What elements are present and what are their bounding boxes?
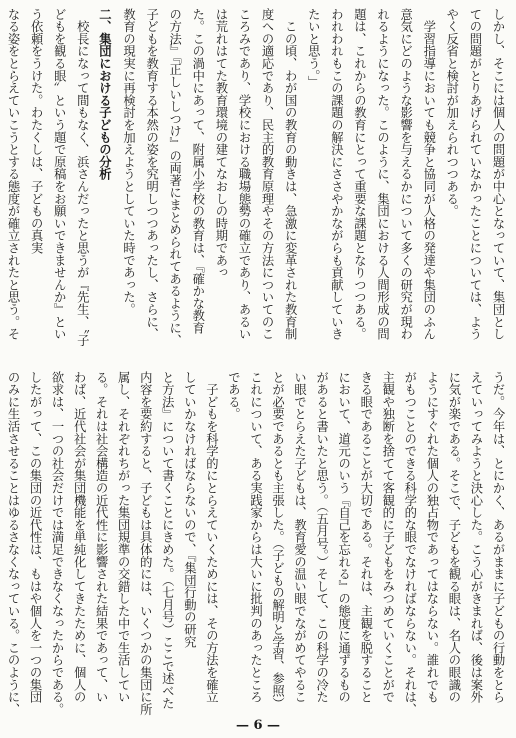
text-column: 意気にどのような影響を与えるかについて多くの研究が現わ	[398, 8, 413, 341]
text-column: れるようになった。このように、集団における人間形成の問	[375, 8, 390, 341]
text-column: う依頼をうけた。わたくしは、子どもの真実	[29, 8, 44, 254]
text-column: があると書いたと思う。（五月号。）そして、この科学の冷た	[314, 371, 329, 704]
text-column: うだ。今年は、とにかく、あるがままに子どもの行動をとら	[491, 371, 505, 704]
text-column: 属し、それぞれちがった集団規準の交錯した中で生活してい	[116, 371, 131, 704]
text-column: 欲求は、一つの社会だけでは満足できなくなったからである。	[50, 371, 65, 716]
text-column: た。この渦中にあって、附属小学校の教育は、『確かな教育	[190, 8, 205, 334]
text-column: きる眼であることが大切である。それは、主観を脱すること	[358, 371, 373, 704]
text-column: えていってみようと決心した。こう心がきまれば、後は案外	[468, 371, 483, 704]
text-column: わば、近代社会が集団機能を単純化してきたために、個人の	[72, 371, 87, 704]
text-column: しかし、そこには個人の問題が中心となっていて、集団とし	[491, 8, 505, 341]
text-column: ころみであり、学校における職場態勢の確立であり、あるい	[236, 8, 251, 341]
text-column: において、道元のいう『自己を忘れる』の態度に通ずるもの	[336, 371, 351, 704]
text-column: 度への適応であり、民主的教育原理やその方法についてのこ	[260, 8, 275, 341]
text-column: どもを観る眼〟という題で原稿をお願いできませんか』とい	[52, 8, 67, 341]
text-column: したがって、この集団の近代性は、もはや個人を一つの集団	[28, 371, 43, 704]
text-column: 学習指導においても競争と協同が人格の発達や集団のふん	[421, 8, 436, 341]
text-column: 子どもを教育する本然の姿を究明しつつあったし、さらに、	[144, 8, 159, 341]
page-number: — 6 —	[235, 718, 281, 733]
upper-text-block	[1, 8, 509, 358]
text-column: なる姿をとらえていこうとする態度が確立されたと思う。そ	[6, 8, 21, 341]
text-column: この頃、わが国の教育の動きは、急激に変革された教育制	[283, 8, 298, 341]
text-column: 主観や独断を捨てて客観的に子どもをみつめていくことがで	[380, 371, 395, 704]
text-column: の方法』『正しいしつけ』の両著にまとめられてあるように、	[167, 8, 182, 347]
text-column: これについて、ある実践家からは大いに批判のあったところ	[248, 371, 263, 704]
text-column: 内容を要約すると、子どもは具体的には、いくつかの集団に所	[138, 371, 153, 716]
text-column: 題は、これからの教育にとって重要な課題となりつつある。	[352, 8, 367, 341]
text-column: と方法』について書くことにきめた。（七月号）ここで述べた	[160, 371, 175, 710]
text-column: ようにすぐれた個人の独占物であってはならない。誰れでも	[424, 371, 439, 704]
text-column: 校長になって間もなく、浜さんだったと思うが『先生、〝子	[75, 8, 90, 347]
lower-text-block	[2, 371, 509, 718]
text-column: である。	[226, 371, 241, 421]
text-column: やく反省と検討が加えられつつある。	[444, 8, 459, 218]
text-column: る。それは社会構造の近代性に影響された結果であって、い	[94, 371, 109, 704]
section-heading: 二、集団における子どもの分析	[97, 8, 113, 181]
text-column: ての問題がとりあげられていなかったことについては、よう	[467, 8, 482, 341]
text-column: われわれもこの課題の解決にささやかながらも貢献していき	[329, 8, 344, 341]
text-column: のみに生活させることはゆるさなくなっている。このように、	[5, 371, 20, 716]
text-column: は荒れはてた教育環境の建てなおしの時期であっ	[213, 8, 228, 279]
text-column: い眼でとらえた子どもは、教育愛の温い眼でながめてやるこ	[292, 371, 307, 704]
text-column: 子どもを科学的にとらえていくためには、その方法を確立	[204, 371, 219, 704]
text-column: がもつことのできる科学的な眼でなければならない。それは、	[402, 371, 417, 716]
text-column: に気が楽である。そこで、子どもを観る眼は、名人の眼識の	[446, 371, 461, 704]
text-column: たいと思う。」	[306, 8, 321, 88]
text-column: とが必要であるとも主張した。（子どもの解明と学習、参照）	[270, 371, 285, 710]
text-column: 教育の現実に再検討を加えようとしていた時であった。	[121, 8, 136, 316]
text-column: していかなければならないので、『集団行動の研究	[182, 371, 197, 648]
